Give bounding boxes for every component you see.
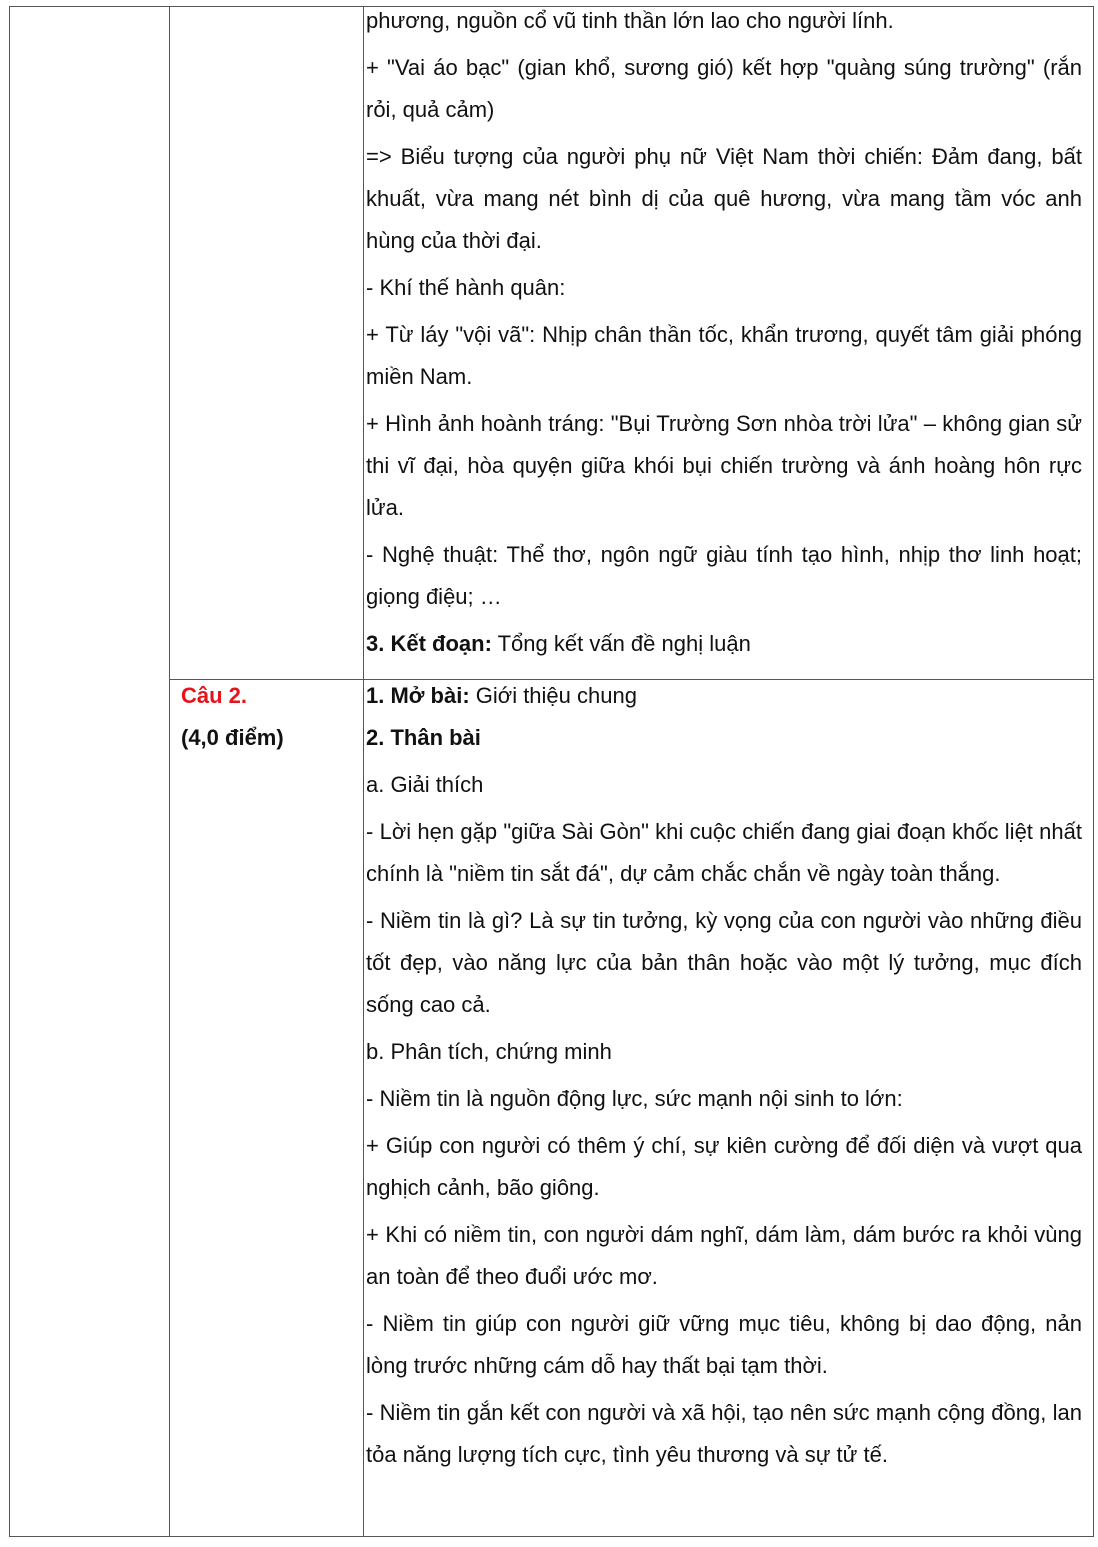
column-divider-1 [169,6,170,1537]
row1-paragraph: 3. Kết đoạn: Tổng kết vấn đề nghị luận [366,631,751,656]
row2-paragraph: - Niềm tin giúp con người giữ vững mục tiêu, không bị dao động, nản lòng trước những cám dỗ hay thất bại tạm thời. [366,1311,1082,1378]
table-border-bottom [9,1536,1094,1537]
column-divider-2 [363,6,364,1537]
section-heading: 1. Mở bài: [366,683,470,708]
row1-content-cell [366,0,1082,665]
row1-paragraph: + Hình ảnh hoành tráng: "Bụi Trường Sơn nhòa trời lửa" – không gian sử thi vĩ đại, hòa quyện giữa khói bụi chiến trường và ánh hoàng hôn rực lửa. [366,411,1082,520]
row2-paragraph: a. Giải thích [366,772,484,797]
question-number: Câu 2. [181,683,248,708]
row2-paragraph: + Giúp con người có thêm ý chí, sự kiên cường để đối diện và vượt qua nghịch cảnh, bão giông. [366,1133,1082,1200]
row1-paragraph: phương, nguồn cổ vũ tinh thần lớn lao cho người lính. [366,8,894,33]
section-heading: 3. Kết đoạn: [366,631,492,656]
row1-paragraph: - Nghệ thuật: Thể thơ, ngôn ngữ giàu tính tạo hình, nhịp thơ linh hoạt; giọng điệu; … [366,542,1082,609]
table-border-left [9,6,10,1537]
section-heading: 2. Thân bài [366,725,481,750]
row2-paragraph: - Lời hẹn gặp "giữa Sài Gòn" khi cuộc chiến đang giai đoạn khốc liệt nhất chính là "niềm tin sắt đá", dự cảm chắc chắn về ngày toàn thắng. [366,819,1082,886]
row2-paragraph [366,717,1082,759]
row1-paragraph: => Biểu tượng của người phụ nữ Việt Nam thời chiến: Đảm đang, bất khuất, vừa mang nét bình dị của quê hương, vừa mang tầm vóc anh hùng của thời đại. [366,144,1082,253]
row1-paragraph: + "Vai áo bạc" (gian khổ, sương gió) kết hợp "quàng súng trường" (rắn rỏi, quả cảm) [366,55,1082,122]
row2-paragraph: - Niềm tin gắn kết con người và xã hội, tạo nên sức mạnh cộng đồng, lan tỏa năng lượng tích cực, tình yêu thương và sự tử tế. [366,1400,1082,1467]
row2-paragraph: 1. Mở bài: Giới thiệu chung [366,683,637,708]
row2-content-cell [366,675,1082,1476]
row2-paragraph: - Niềm tin là gì? Là sự tin tưởng, kỳ vọng của con người vào những điều tốt đẹp, vào năng lực của bản thân hoặc vào một lý tưởng, mục đích sống cao cả. [366,908,1082,1017]
row2-paragraph: - Niềm tin là nguồn động lực, sức mạnh nội sinh to lớn: [366,1086,903,1111]
row2-paragraph: + Khi có niềm tin, con người dám nghĩ, dám làm, dám bước ra khỏi vùng an toàn để theo đuổi ước mơ. [366,1222,1082,1289]
row1-paragraph: - Khí thế hành quân: [366,275,566,300]
row2-paragraph: b. Phân tích, chứng minh [366,1039,612,1064]
row1-paragraph: + Từ láy "vội vã": Nhịp chân thần tốc, khẩn trương, quyết tâm giải phóng miền Nam. [366,322,1082,389]
question-label-cell [181,675,356,759]
question-points: (4,0 điểm) [181,725,284,750]
table-border-right [1093,6,1094,1537]
